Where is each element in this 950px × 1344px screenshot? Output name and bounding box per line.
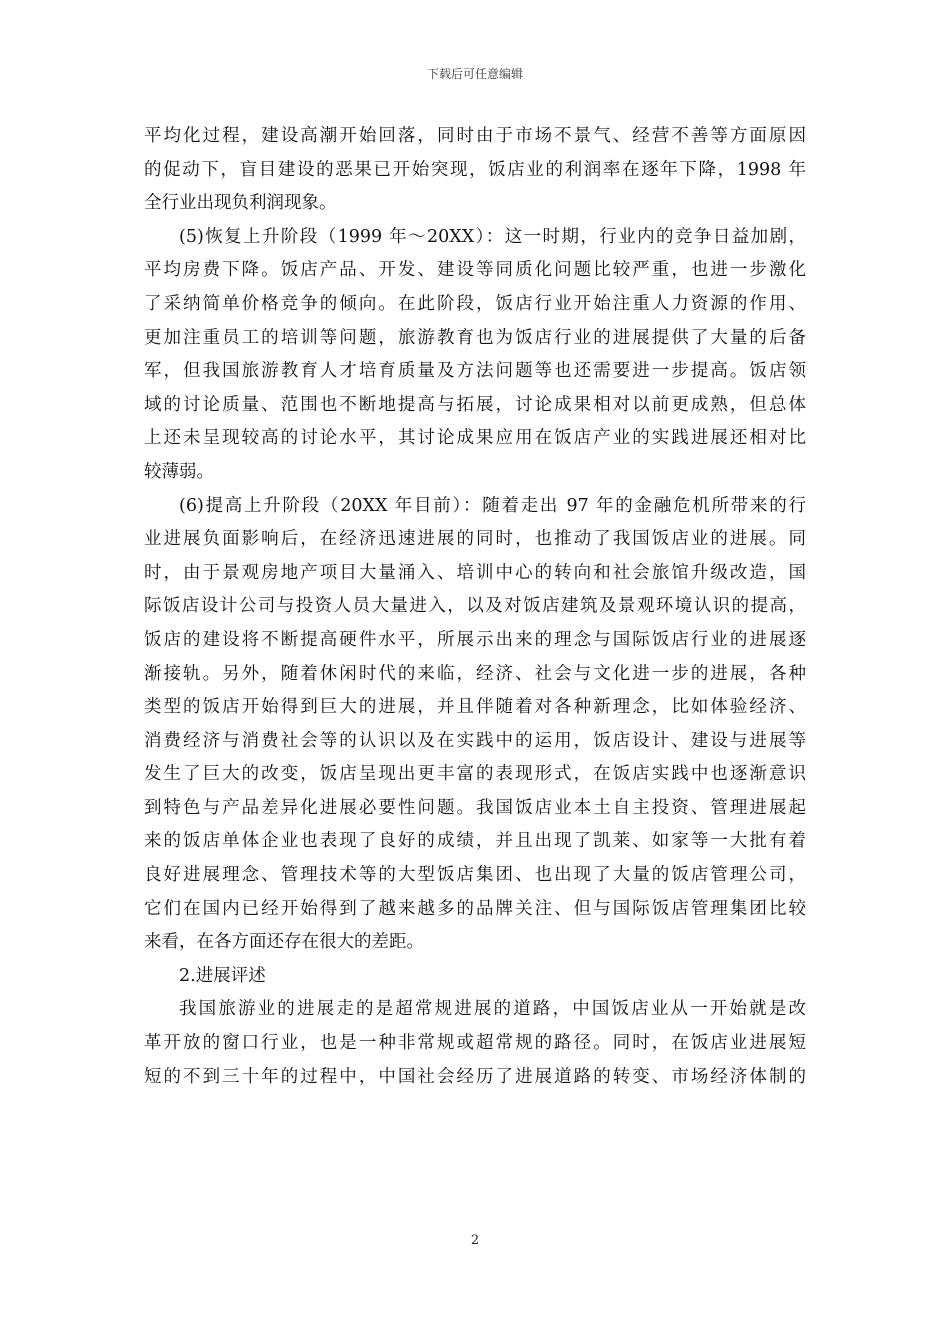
text-line: 平均化过程，建设高潮开始回落，同时由于市场不景气、经营不善等方面原因: [144, 126, 806, 146]
text-line: 良好进展理念、管理技术等的大型饭店集团、也出现了大量的饭店管理公司，: [144, 865, 806, 886]
text-line: 更加注重员工的培训等问题，旅游教育也为饭店行业的进展提供了大量的后备: [144, 327, 806, 348]
text-line: 时，由于景观房地产项目大量涌入、培训中心的转向和社会旅馆升级改造，国: [144, 562, 806, 583]
text-line: (6)提高上升阶段（20XX 年目前）：随着走出 97 年的金融危机所带来的行: [179, 495, 806, 516]
text-line: 域的讨论质量、范围也不断地提高与拓展，讨论成果相对以前更成熟，但总体: [144, 394, 806, 415]
text-line: 上还未呈现较高的讨论水平，其讨论成果应用在饭店产业的实践进展还相对比: [144, 428, 806, 449]
text-line: 渐接轨。另外，随着休闲时代的来临，经济、社会与文化进一步的进展，各种: [144, 663, 806, 684]
document-body: [144, 120, 806, 1094]
text-line: 来看，在各方面还存在很大的差距。: [144, 932, 424, 953]
section-heading: 2.进展评述: [179, 965, 266, 986]
text-line: 发生了巨大的改变，饭店呈现出更丰富的表现形式，在饭店实践中也逐渐意识: [144, 764, 806, 785]
text-line: 饭店的建设将不断提高硬件水平，所展示出来的理念与国际饭店行业的进展逐: [144, 629, 806, 650]
text-line: 类型的饭店开始得到巨大的进展，并且伴随着对各种新理念，比如体验经济、: [144, 697, 806, 718]
text-line: 平均房费下降。饭店产品、开发、建设等同质化问题比较严重，也进一步激化: [144, 260, 806, 281]
text-line: 的促动下，盲目建设的恶果已开始突现，饭店业的利润率在逐年下降，1998 年: [144, 159, 806, 180]
text-line: 来的饭店单体企业也表现了良好的成绩，并且出现了凯莱、如家等一大批有着: [144, 831, 806, 852]
text-line: 消费经济与消费社会等的认识以及在实践中的运用，饭店设计、建设与进展等: [144, 730, 806, 751]
text-line: 了采纳简单价格竞争的倾向。在此阶段，饭店行业开始注重人力资源的作用、: [144, 293, 806, 314]
text-line: 我国旅游业的进展走的是超常规进展的道路，中国饭店业从一开始就是改: [179, 999, 806, 1020]
text-line: 较薄弱。: [144, 461, 214, 482]
text-line: (5)恢复上升阶段（1999 年～20XX）：这一时期，行业内的竞争日益加剧，: [179, 226, 806, 247]
page-header-note: 下载后可任意编辑: [426, 67, 523, 81]
page-number: 2: [470, 1233, 480, 1248]
text-line: 它们在国内已经开始得到了越来越多的品牌关注、但与国际饭店管理集团比较: [144, 898, 806, 919]
text-line: 短的不到三十年的过程中，中国社会经历了进展道路的转变、市场经济体制的: [144, 1066, 806, 1087]
text-line: 到特色与产品差异化进展必要性问题。我国饭店业本土自主投资、管理进展起: [144, 797, 806, 818]
text-line: 业进展负面影响后，在经济迅速进展的同时，也推动了我国饭店业的进展。同: [144, 529, 806, 550]
text-line: 际饭店设计公司与投资人员大量进入，以及对饭店建筑及景观环境认识的提高，: [144, 596, 806, 617]
text-line: 革开放的窗口行业，也是一种非常规或超常规的路径。同时，在饭店业进展短: [144, 1033, 806, 1054]
text-line: 全行业出现负利润现象。: [144, 193, 337, 214]
text-line: 军，但我国旅游教育人才培育质量及方法问题等也还需要进一步提高。饭店领: [144, 361, 806, 382]
